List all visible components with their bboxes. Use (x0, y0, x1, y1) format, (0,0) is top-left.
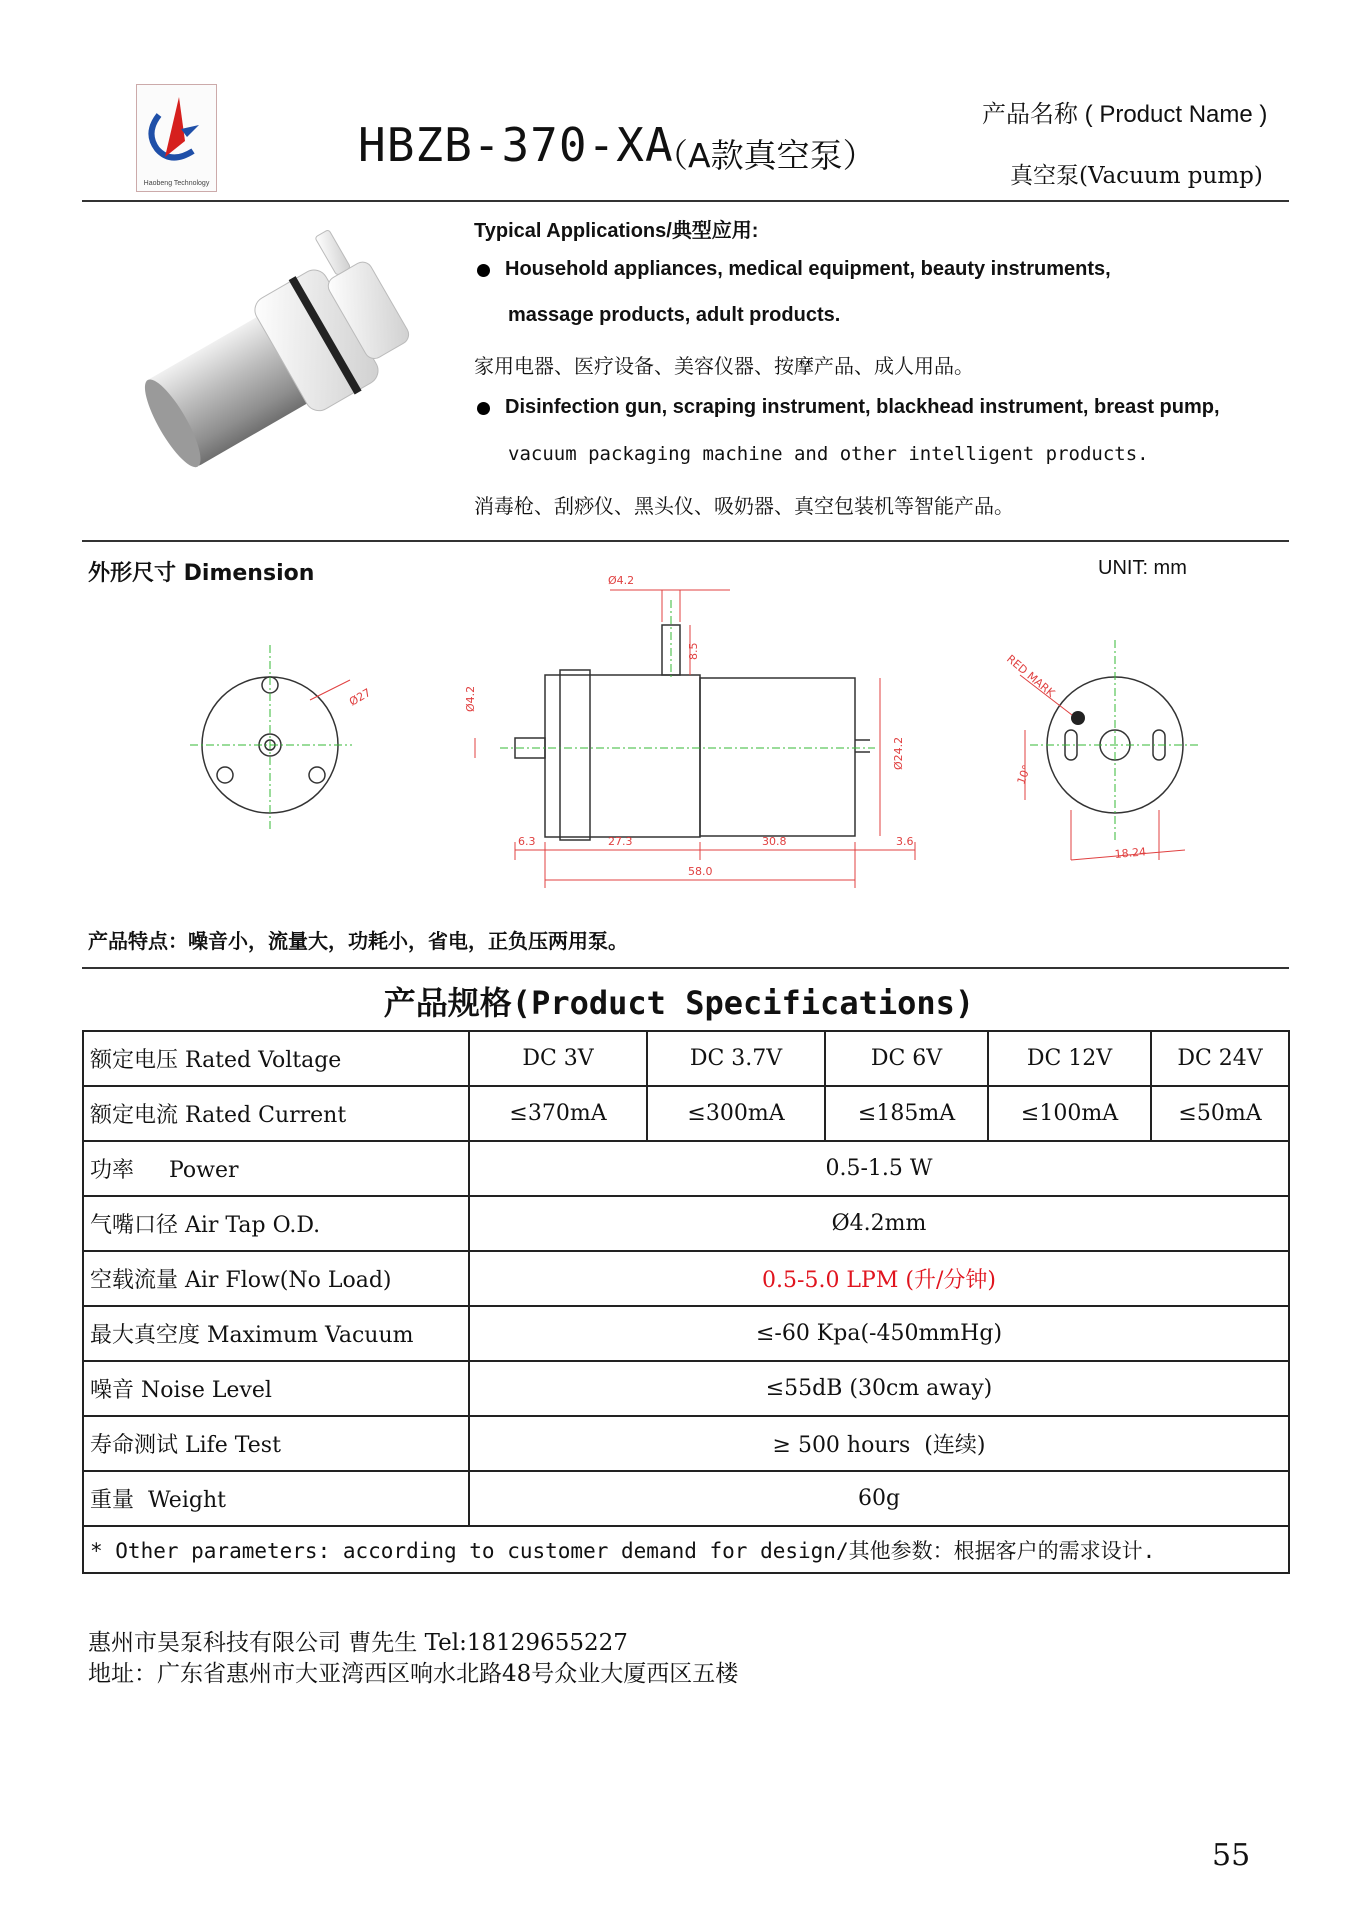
dim-l580: 58.0 (688, 865, 713, 878)
bullet-icon (477, 402, 490, 415)
spec-label-airtap: 气嘴口径 Air Tap O.D. (83, 1196, 469, 1251)
model-subtitle: （A款真空泵） (655, 136, 876, 175)
product-features: 产品特点：噪音小，流量大，功耗小，省电，正负压两用泵。 (88, 929, 628, 953)
company-contact: 惠州市昊泵科技有限公司 曹先生 Tel:18129655227 (88, 1630, 628, 1656)
table-row (83, 1086, 1289, 1141)
product-name-label: 产品名称 ( Product Name ) (982, 101, 1268, 128)
table-row (83, 1141, 1289, 1196)
table-row (83, 1416, 1289, 1471)
table-row (83, 1031, 1289, 1086)
table-row (83, 1196, 1289, 1251)
dimension-drawing (0, 560, 1358, 900)
spec-cell: DC 6V (825, 1031, 988, 1086)
spec-label-weight: 重量 Weight (83, 1471, 469, 1526)
spec-cell: ≤185mA (825, 1086, 988, 1141)
spec-title: 产品规格(Product Specifications) (383, 984, 975, 1022)
dim-d42-top: Ø4.2 (608, 574, 635, 587)
dim-l36: 3.6 (896, 835, 914, 848)
spec-cell: ≤370mA (469, 1086, 647, 1141)
spec-label-life: 寿命测试 Life Test (83, 1416, 469, 1471)
dim-l1824: 18.24 (1114, 845, 1147, 861)
logo-text: Haobeng Technology (143, 180, 210, 187)
application-1-en-cont: massage products, adult products. (508, 304, 841, 326)
dimension-title: 外形尺寸 Dimension (88, 561, 315, 586)
table-row (83, 1361, 1289, 1416)
spec-cell: ≤100mA (988, 1086, 1151, 1141)
spec-cell: DC 24V (1151, 1031, 1289, 1086)
page-number: 55 (1212, 1838, 1251, 1873)
dim-d27: Ø27 (347, 686, 374, 709)
spec-table (82, 1030, 1290, 1574)
table-row (83, 1306, 1289, 1361)
spec-value-life: ≥ 500 hours (连续) (469, 1416, 1289, 1471)
spec-value-noise: ≤55dB (30cm away) (469, 1361, 1289, 1416)
spec-note: * Other parameters: according to customer demand for design/其他参数：根据客户的需求设计. (83, 1526, 1289, 1573)
application-2-cn: 消毒枪、刮痧仪、黑头仪、吸奶器、真空包装机等智能产品。 (474, 494, 1014, 518)
table-row (83, 1251, 1289, 1306)
dim-red-mark: RED MARK (1004, 652, 1058, 700)
spec-label-voltage: 额定电压 Rated Voltage (83, 1031, 469, 1086)
spec-label-vacuum: 最大真空度 Maximum Vacuum (83, 1306, 469, 1361)
application-1-cn: 家用电器、医疗设备、美容仪器、按摩产品、成人用品。 (474, 354, 974, 378)
dim-d242: Ø24.2 (892, 736, 905, 770)
spec-cell: DC 3V (469, 1031, 647, 1086)
application-1-en: Household appliances, medical equipment, beauty instruments, (505, 258, 1111, 280)
product-name-value: 真空泵(Vacuum pump) (1010, 163, 1263, 189)
dim-l63: 6.3 (518, 835, 536, 848)
table-row (83, 1526, 1289, 1573)
company-address: 地址：广东省惠州市大亚湾西区响水北路48号众业大厦西区五楼 (88, 1661, 739, 1687)
spec-label-current: 额定电流 Rated Current (83, 1086, 469, 1141)
spec-value-vacuum: ≤-60 Kpa(-450mmHg) (469, 1306, 1289, 1361)
application-2-en-cont: vacuum packaging machine and other intelligent products. (508, 443, 1149, 465)
table-row (83, 1471, 1289, 1526)
company-logo (136, 84, 217, 192)
spec-value-airflow: 0.5-5.0 LPM (升/分钟) (469, 1251, 1289, 1306)
spec-label-airflow: 空载流量 Air Flow(No Load) (83, 1251, 469, 1306)
dim-deg10: 10° (1014, 763, 1034, 787)
spec-cell: ≤300mA (647, 1086, 825, 1141)
header-divider (82, 200, 1289, 202)
dim-l273: 27.3 (608, 835, 633, 848)
model-title: HBZB-370-XA (358, 118, 674, 172)
applications-heading: Typical Applications/典型应用: (474, 220, 759, 242)
section-divider (82, 967, 1289, 969)
spec-cell: DC 12V (988, 1031, 1151, 1086)
spec-cell: ≤50mA (1151, 1086, 1289, 1141)
spec-cell: DC 3.7V (647, 1031, 825, 1086)
bullet-icon (477, 264, 490, 277)
application-2-en: Disinfection gun, scraping instrument, blackhead instrument, breast pump, (505, 396, 1220, 418)
section-divider (82, 540, 1289, 542)
spec-value-airtap: Ø4.2mm (469, 1196, 1289, 1251)
logo-mark-icon (137, 85, 216, 175)
spec-label-power: 功率 Power (83, 1141, 469, 1196)
spec-value-power: 0.5-1.5 W (469, 1141, 1289, 1196)
dim-d42-side: Ø4.2 (464, 685, 477, 712)
spec-value-weight: 60g (469, 1471, 1289, 1526)
spec-label-noise: 噪音 Noise Level (83, 1361, 469, 1416)
dim-h85: 8.5 (687, 642, 700, 660)
dim-l308: 30.8 (762, 835, 787, 848)
unit-label: UNIT: mm (1098, 557, 1187, 579)
product-photo (128, 226, 448, 476)
